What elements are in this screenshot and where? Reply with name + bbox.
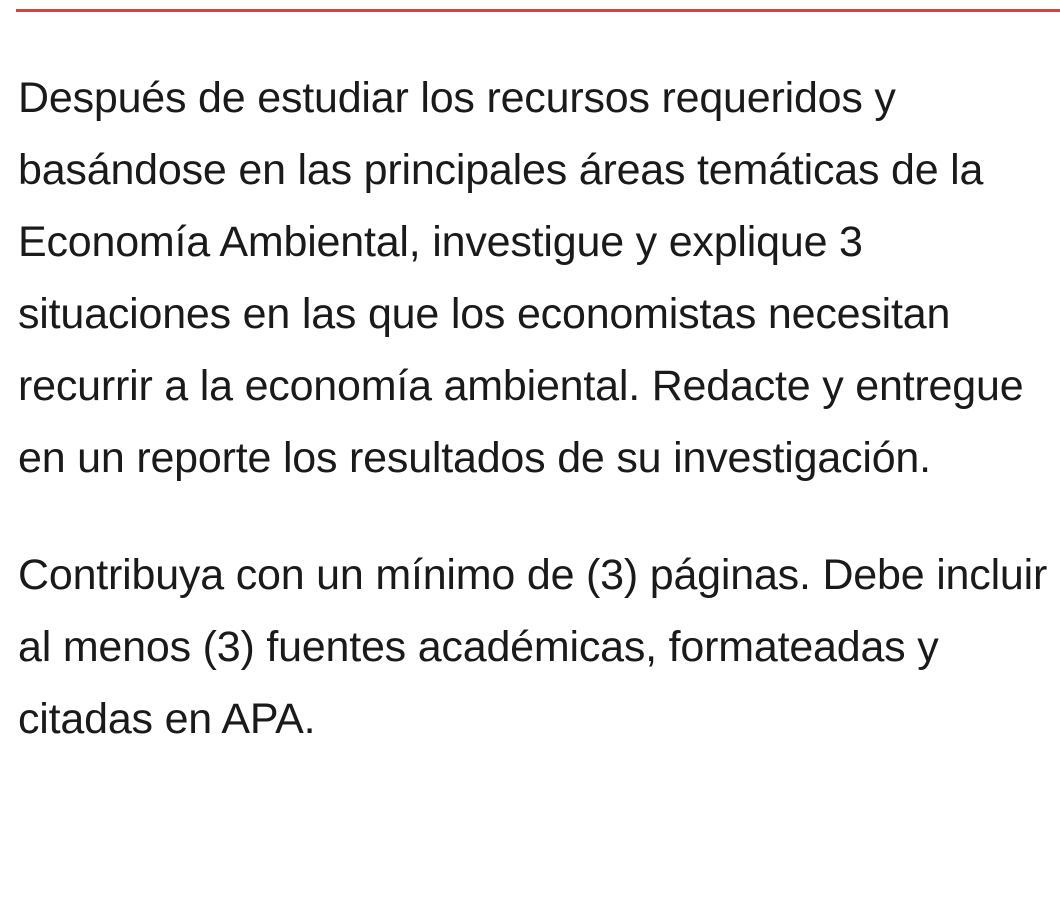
top-divider	[16, 9, 1060, 12]
assignment-instructions	[18, 62, 1054, 755]
instructions-paragraph: Después de estudiar los recursos requeridos y basándose en las principales áreas temáticas de la Economía Ambiental, investigue y explique 3 situaciones en las que los economistas necesitan recurrir a la economía ambiental. Redacte y entregue en un reporte los resultados de su investigación.	[18, 74, 1024, 482]
requirements-paragraph: Contribuya con un mínimo de (3) páginas. Debe incluir al menos (3) fuentes académicas, formateadas y citadas en APA.	[18, 551, 1048, 743]
